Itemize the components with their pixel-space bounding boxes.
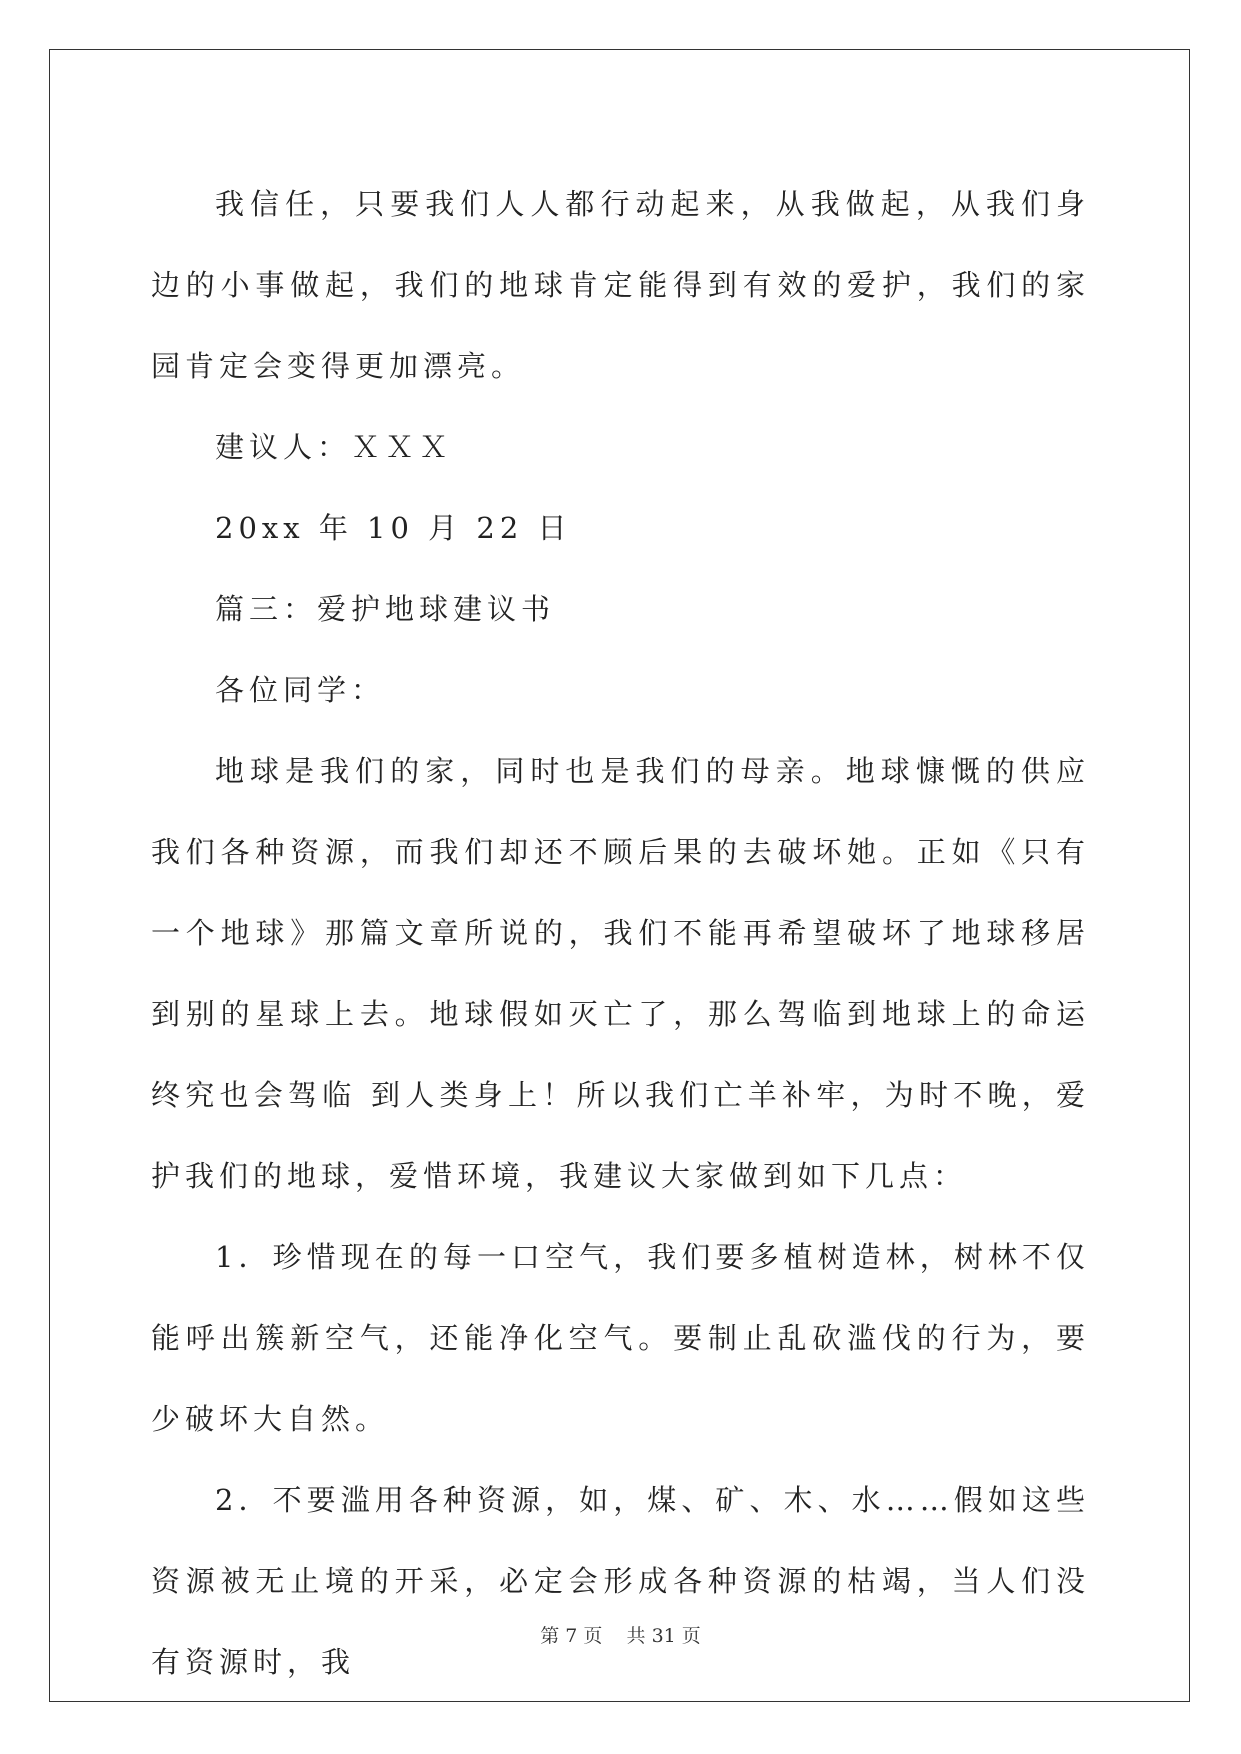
page-footer bbox=[0, 1621, 1241, 1648]
paragraph-date: 20xx 年 10 月 22 日 bbox=[215, 511, 572, 545]
page-number: 第 7 页 共 31 页 bbox=[540, 1625, 701, 1647]
document-body bbox=[151, 164, 1090, 1703]
paragraph-point-2: 2．不要滥用各种资源，如，煤、矿、木、水……假如这些资源被无止境的开采，必定会形成各种资源的枯竭，当人们没有资源时，我 bbox=[151, 1483, 1090, 1679]
paragraph-intro: 地球是我们的家，同时也是我们的母亲。地球慷慨的供应我们各种资源，而我们却还不顾后果的去破坏她。正如《只有一个地球》那篇文章所说的，我们不能再希望破坏了地球移居到别的星球上去。地球假如灭亡了，那么驾临到地球上的命运终究也会驾临 到人类身上！所以我们亡羊补牢，为时不晚，爱护我们的地球，爱惜环境，我建议大家做到如下几点： bbox=[151, 754, 1090, 1193]
paragraph-salutation: 各位同学： bbox=[215, 673, 386, 707]
paragraph-signature: 建议人：ＸＸＸ bbox=[215, 430, 454, 464]
section-heading: 篇三：爱护地球建议书 bbox=[215, 592, 556, 626]
paragraph-conclusion: 我信任，只要我们人人都行动起来，从我做起，从我们身边的小事做起，我们的地球肯定能得到有效的爱护，我们的家园肯定会变得更加漂亮。 bbox=[151, 187, 1090, 383]
paragraph-point-1: 1．珍惜现在的每一口空气，我们要多植树造林，树林不仅能呼出簇新空气，还能净化空气。要制止乱砍滥伐的行为，要少破坏大自然。 bbox=[151, 1240, 1090, 1436]
